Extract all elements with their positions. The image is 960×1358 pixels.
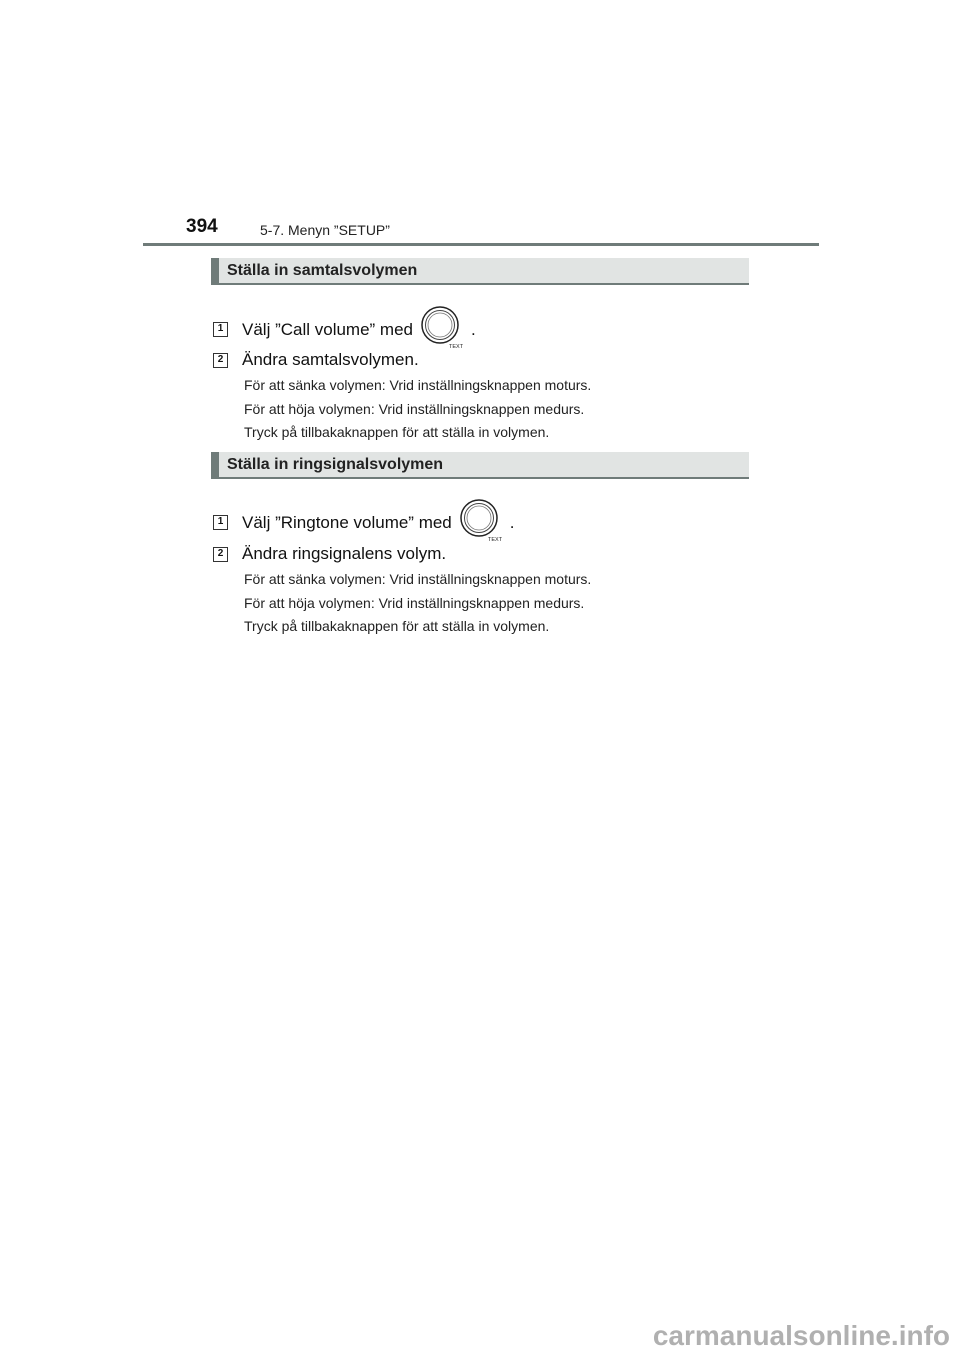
step-number: 2 xyxy=(213,547,228,562)
step-text: Välj ”Ringtone volume” med xyxy=(242,512,452,532)
note-decrease: För att sänka volymen: Vrid inställningsknappen moturs. xyxy=(244,571,592,587)
step-text-end: . xyxy=(509,512,515,532)
step-text: Ändra samtalsvolymen. xyxy=(242,350,419,369)
section-header-call-volume xyxy=(211,258,749,285)
note-confirm: Tryck på tillbakaknappen för att ställa in volymen. xyxy=(244,618,550,634)
section-title: Ställa in ringsignalsvolymen xyxy=(227,456,444,473)
step-1-call-volume xyxy=(213,305,476,354)
chapter-title: 5-7. Menyn ”SETUP” xyxy=(260,222,390,238)
step-number: 2 xyxy=(213,353,228,368)
step-text: Välj ”Call volume” med xyxy=(242,319,413,339)
header-rule xyxy=(143,243,819,246)
section-header-ringtone-volume xyxy=(211,452,749,479)
step-text: Ändra ringsignalens volym. xyxy=(242,544,447,563)
step-number: 1 xyxy=(213,515,228,530)
text-knob-icon xyxy=(458,498,504,547)
step-2-call-volume xyxy=(213,350,419,370)
text-knob-icon xyxy=(419,305,465,354)
step-2-ringtone-volume xyxy=(213,544,446,564)
step-text-end: . xyxy=(471,319,476,339)
step-1-ringtone-volume xyxy=(213,498,515,547)
section-title: Ställa in samtalsvolymen xyxy=(227,262,418,279)
note-confirm: Tryck på tillbakaknappen för att ställa in volymen. xyxy=(244,424,550,440)
footer-watermark: carmanualsonline.info xyxy=(652,1320,950,1351)
page-number: 394 xyxy=(186,216,218,237)
knob-label: TEXT xyxy=(449,344,464,349)
step-number: 1 xyxy=(213,322,228,337)
note-decrease: För att sänka volymen: Vrid inställningsknappen moturs. xyxy=(244,377,592,393)
note-increase: För att höja volymen: Vrid inställningsknappen medurs. xyxy=(244,595,585,611)
note-increase: För att höja volymen: Vrid inställningsknappen medurs. xyxy=(244,401,585,417)
knob-label: TEXT xyxy=(487,537,502,542)
